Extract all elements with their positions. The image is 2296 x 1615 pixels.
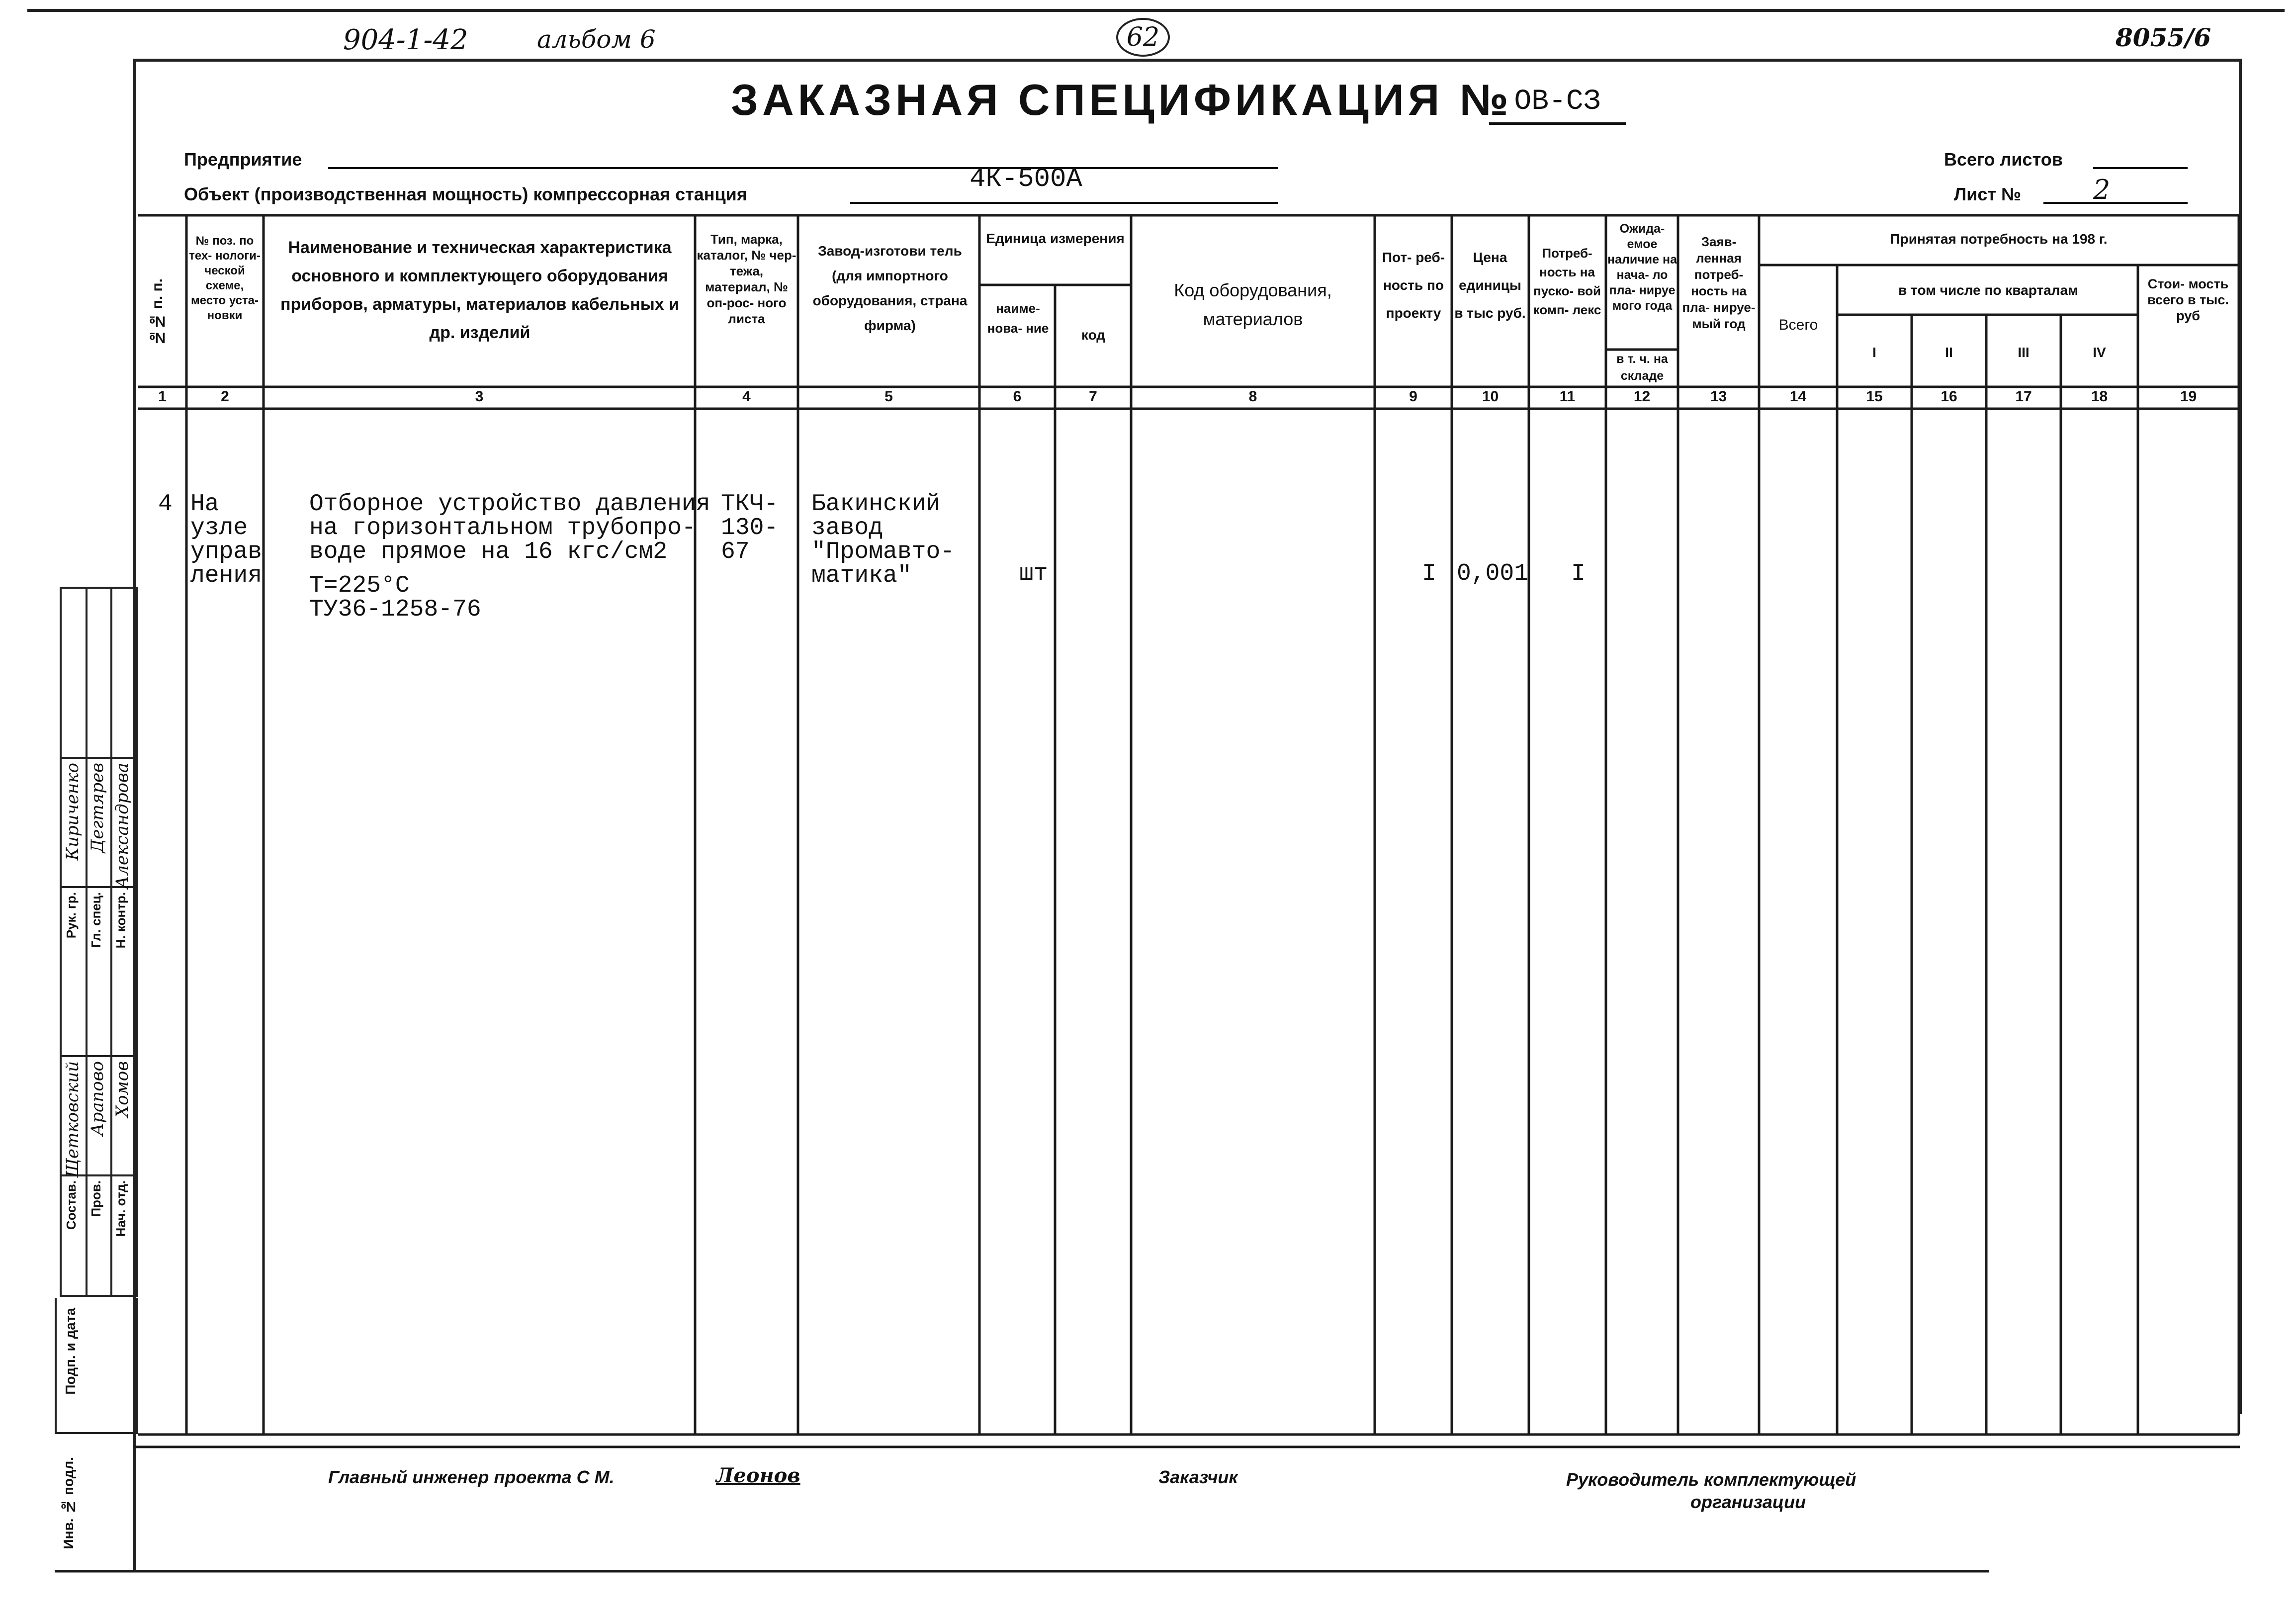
col-header-launch: Потреб- ность на пуско- вой комп- лекс xyxy=(1533,246,1601,317)
col-num-12: 12 xyxy=(1633,388,1651,405)
row-position xyxy=(190,492,262,588)
sheet-label: Лист № xyxy=(1954,184,2022,204)
row-manufacturer-line: матика" xyxy=(811,562,912,589)
spec-number: ОВ-СЗ xyxy=(1489,86,1626,125)
col-num-8: 8 xyxy=(1248,388,1257,405)
col-num-3: 3 xyxy=(475,388,484,405)
col-header-unit-group: Единица измерения xyxy=(986,231,1125,246)
stamp-role: Рук. гр. xyxy=(64,892,79,939)
corner-code: 8055/6 xyxy=(2116,23,2211,52)
col-num-11: 11 xyxy=(1559,388,1576,405)
object-value: 4К-500А xyxy=(970,164,1082,194)
stamp-name: Дегтярев xyxy=(88,763,107,853)
chief-engineer-label: Главный инженер проекта С М. xyxy=(328,1467,615,1487)
col-header-accepted: Принятая потребность на 198 г. xyxy=(1890,231,2108,247)
stamp-name: Арапово xyxy=(88,1061,107,1136)
row-position-line: ления xyxy=(190,562,263,589)
stamp-role: Состав. xyxy=(64,1180,79,1230)
col-header-pos: № поз. по тех- нологи- ческой схеме, место уста- новки xyxy=(189,234,261,322)
margin-inventory-number: Инв. № подл. xyxy=(61,1457,76,1549)
col-header-type: Тип, марка, каталог, № чер- тежа, материал, № оп-рос- ного листа xyxy=(697,232,796,326)
page-number: 62 xyxy=(1116,18,1170,57)
row-number: 4 xyxy=(158,491,173,518)
row-need: I xyxy=(1422,560,1436,587)
col-num-4: 4 xyxy=(742,388,751,405)
col-num-9: 9 xyxy=(1409,388,1417,405)
row-description-line: воде прямое на 16 кгс/см2 xyxy=(309,538,668,565)
col-num-16: 16 xyxy=(1941,388,1957,405)
row-launch: I xyxy=(1571,560,1586,587)
row-manufacturer xyxy=(811,492,955,588)
chief-engineer-signature: Леонов xyxy=(716,1464,800,1487)
col-num-7: 7 xyxy=(1089,388,1097,405)
col-header-q4: IV xyxy=(2093,345,2106,360)
col-num-17: 17 xyxy=(2015,388,2032,405)
col-header-total: Всего xyxy=(1778,317,1818,333)
row-manufacturer-line: завод xyxy=(811,515,883,541)
margin-inventory-box xyxy=(55,1447,136,1571)
col-header-price: Цена единицы в тыс руб. xyxy=(1454,250,1526,321)
row-position-line: узле xyxy=(190,515,248,541)
stamp-role: Пров. xyxy=(88,1180,103,1217)
drawing-code: 904-1-42 xyxy=(343,24,468,56)
enterprise-label: Предприятие xyxy=(184,149,302,170)
object-label: Объект (производственная мощность) компрессорная станция xyxy=(184,184,747,204)
stamp-role: Нач. отд. xyxy=(113,1180,128,1237)
stamp-name: Александрова xyxy=(112,763,132,889)
col-num-19: 19 xyxy=(2180,388,2197,405)
stamp-name: Щетковский xyxy=(63,1061,83,1178)
row-manufacturer-line: Бакинский xyxy=(811,491,941,518)
row-manufacturer-line: "Промавто- xyxy=(811,538,955,565)
row-standard: ТУ36-1258-76 xyxy=(309,596,481,623)
customer-label: Заказчик xyxy=(1158,1467,1238,1487)
col-header-q1: I xyxy=(1872,345,1876,360)
col-num-5: 5 xyxy=(884,388,893,405)
row-price: 0,001 xyxy=(1457,560,1529,587)
col-header-cost: Стои- мость всего в тыс. руб xyxy=(2147,276,2229,323)
row-unit: шт xyxy=(1019,560,1048,587)
sheet-value: 2 xyxy=(2093,174,2111,205)
col-num-6: 6 xyxy=(1013,388,1022,405)
col-num-18: 18 xyxy=(2091,388,2108,405)
stamp-role: Н. контр. xyxy=(113,892,128,949)
row-type-line: 130- xyxy=(721,515,779,541)
col-num-13: 13 xyxy=(1710,388,1727,405)
col-num-15: 15 xyxy=(1866,388,1883,405)
col-header-in-stock: в т. ч. на складе xyxy=(1616,352,1668,383)
col-header-equip-code: Код оборудования, материалов xyxy=(1174,280,1332,329)
col-header-maker: Завод-изготови тель (для импортного оборудования, страна фирма) xyxy=(812,243,968,333)
col-num-14: 14 xyxy=(1789,388,1807,405)
approval-stamp xyxy=(60,587,138,1297)
row-type-line: 67 xyxy=(721,538,750,565)
col-header-unit-name: наиме- нова- ние xyxy=(987,301,1049,336)
row-position-line: На xyxy=(190,491,219,518)
margin-date-box xyxy=(55,1298,138,1434)
col-num-2: 2 xyxy=(221,388,229,405)
margin-signature-date: Подп. и дата xyxy=(63,1308,78,1395)
row-position-line: управ xyxy=(190,538,263,565)
row-type-line: ТКЧ- xyxy=(721,491,779,518)
col-header-unit-code: код xyxy=(1081,327,1106,343)
col-header-declared: Заяв- ленная потреб- ность на пла- нируе- мый год xyxy=(1682,234,1756,331)
album-label: альбом 6 xyxy=(537,25,656,54)
col-header-name: Наименование и техническая характеристика основного и комплектующего оборудования приборов, арматуры, материалов кабельных и др. изделий xyxy=(280,238,679,342)
stamp-name: Кириченко xyxy=(63,763,83,861)
page-title: ЗАКАЗНАЯ СПЕЦИФИКАЦИЯ № xyxy=(731,75,1512,124)
row-description xyxy=(309,492,710,622)
col-header-num: №№ п. п. xyxy=(149,278,166,346)
col-header-expected: Ожида- емое наличие на нача- ло пла- нируе мого года xyxy=(1607,222,1677,313)
row-temperature: Т=225°С xyxy=(309,572,410,599)
row-description-line: Отборное устройство давления xyxy=(309,491,710,518)
total-sheets-label: Всего листов xyxy=(1944,149,2063,170)
col-header-quarters: в том числе по кварталам xyxy=(1898,282,2078,298)
stamp-role: Гл. спец. xyxy=(88,892,103,948)
row-type xyxy=(721,492,778,564)
col-header-need: Пот- реб- ность по проекту xyxy=(1382,250,1445,321)
row-description-line: на горизонтальном трубопро- xyxy=(309,515,696,541)
head-label-line2: организации xyxy=(1690,1492,1806,1512)
stamp-name: Хомов xyxy=(112,1061,132,1118)
col-num-10: 10 xyxy=(1482,388,1499,405)
col-num-1: 1 xyxy=(158,388,167,405)
col-header-q2: II xyxy=(1945,345,1953,360)
col-header-q3: III xyxy=(2018,345,2030,360)
head-label-line1: Руководитель комплектующей xyxy=(1566,1469,1856,1490)
